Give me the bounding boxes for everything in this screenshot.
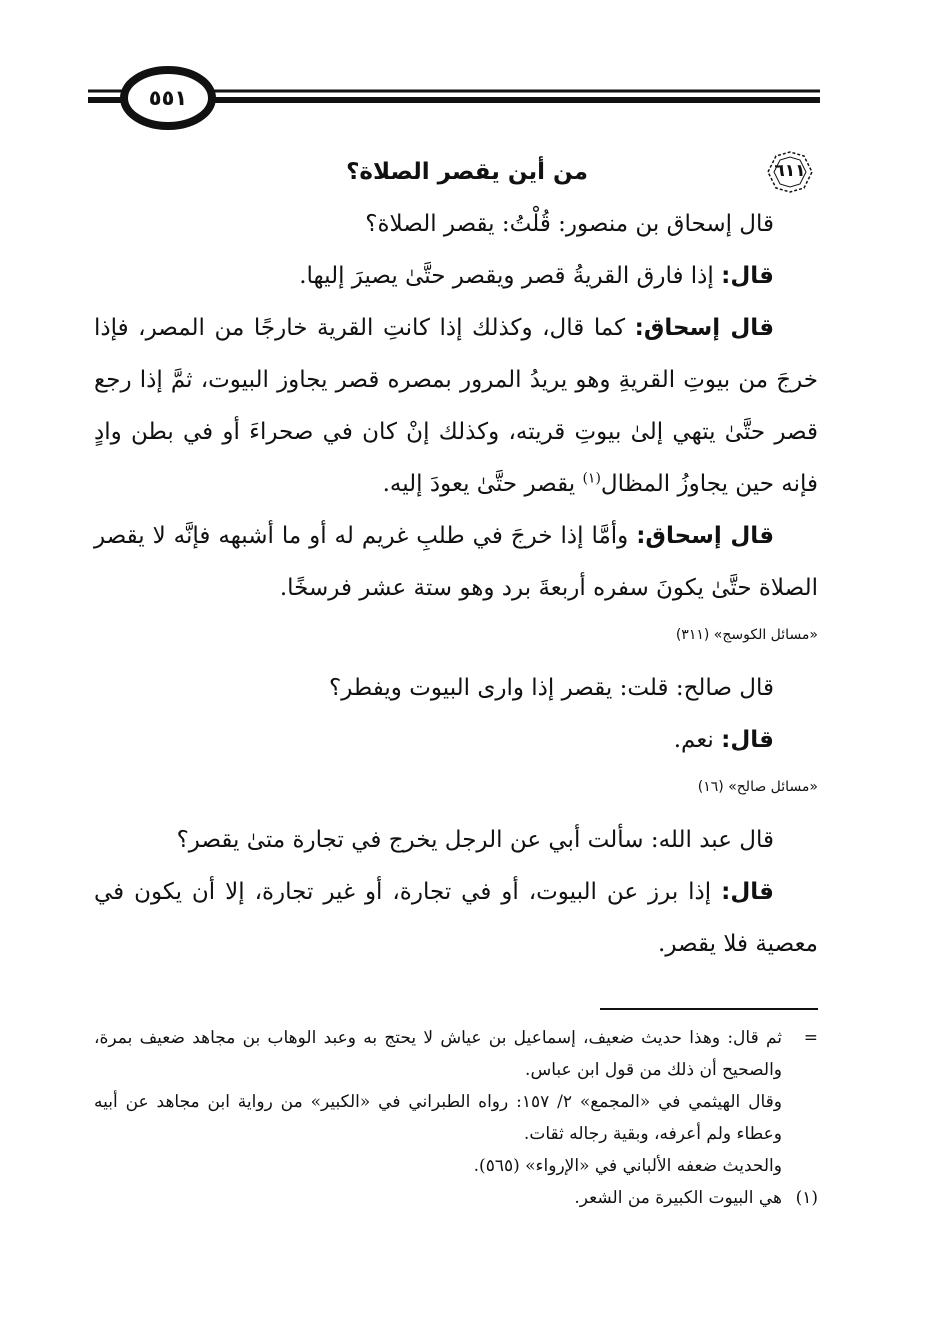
continuation-marker: = bbox=[803, 1028, 818, 1048]
speaker-label: قال إسحاق: bbox=[634, 315, 775, 341]
paragraph-text: إذا برز عن البيوت، أو في تجارة، أو غير تجارة، إلا أن يكون في معصية فلا يقصر. bbox=[94, 879, 818, 957]
paragraph-text: قال صالح: قلت: يقصر إذا وارى البيوت ويفطر؟ bbox=[329, 675, 774, 701]
speaker-label: قال: bbox=[721, 879, 774, 905]
section-number: ٦١١ bbox=[774, 161, 806, 181]
paragraph-answer bbox=[94, 250, 818, 302]
footnote-1 bbox=[94, 1182, 818, 1214]
main-text bbox=[94, 148, 818, 970]
paragraph-ishaq-1 bbox=[94, 302, 818, 510]
page-number: ٥٥١ bbox=[148, 86, 188, 110]
paragraph-question bbox=[94, 814, 818, 866]
paragraph-text: قال إسحاق بن منصور: قُلْتُ: يقصر الصلاة؟ bbox=[365, 211, 774, 237]
footnotes bbox=[94, 1008, 818, 1214]
paragraph-text: إذا فارق القريةُ قصر ويقصر حتَّىٰ يصيرَ إليها. bbox=[299, 263, 722, 289]
source-citation: «مسائل الكوسج» (٣١١) bbox=[675, 627, 818, 643]
section-heading bbox=[94, 148, 818, 198]
page-header bbox=[88, 66, 820, 130]
paragraph-text: كما قال، وكذلك إذا كانتِ القرية خارجًا من المصر، فإذا خرجَ من بيوتِ القريةِ وهو يريدُ المرور بمصره قصر يجاوز البيوت، ثمَّ إذا رجع قصر حتَّىٰ يتهي إلىٰ بيوتِ قريته، وكذلك إنْ كان في صحراءَ أو في بطن وادٍ فإنه حين يجاوزُ المظال bbox=[94, 315, 818, 497]
paragraph-ishaq-2 bbox=[94, 510, 818, 614]
speaker-label: قال: bbox=[721, 727, 774, 753]
paragraph-question bbox=[94, 198, 818, 250]
footnote-line: هي البيوت الكبيرة من الشعر. bbox=[574, 1188, 782, 1208]
paragraph-answer bbox=[94, 714, 818, 766]
footnote-reference: (١) bbox=[582, 470, 601, 487]
speaker-label: قال: bbox=[721, 263, 774, 289]
paragraph-answer bbox=[94, 866, 818, 970]
paragraph-text: يقصر حتَّىٰ يعودَ إليه. bbox=[382, 471, 583, 497]
footnote-line: ثم قال: وهذا حديث ضعيف، إسماعيل بن عياش لا يحتج به وعبد الوهاب بن مجاهد ضعيف بمرة، والصحيح أن ذلك من قول ابن عباس. bbox=[94, 1028, 782, 1080]
footnote-line: والحديث ضعفه الألباني في «الإرواء» (٥٦٥). bbox=[473, 1156, 782, 1176]
footnote-divider bbox=[600, 1008, 818, 1010]
section-title: من أين يقصر الصلاة؟ bbox=[346, 159, 588, 185]
footnote-continuation bbox=[94, 1022, 818, 1182]
paragraph-text: نعم. bbox=[673, 727, 722, 753]
paragraph-text: وأمَّا إذا خرجَ في طلبِ غريم له أو ما أشبهه فإنَّه لا يقصر الصلاة حتَّىٰ يكونَ سفره أربعةَ برد وهو ستة عشر فرسخًا. bbox=[94, 523, 818, 601]
section-number-badge bbox=[762, 150, 818, 194]
speaker-label: قال إسحاق: bbox=[636, 523, 775, 549]
footnote-line: وقال الهيثمي في «المجمع» ٢/ ١٥٧: رواه الطبراني في «الكبير» من رواية ابن مجاهد عن أبيه وعطاء ولم أعرفه، وبقية رجاله ثقات. bbox=[94, 1092, 782, 1144]
source-citation: «مسائل صالح» (١٦) bbox=[697, 779, 818, 795]
footnote-number: (١) bbox=[795, 1188, 818, 1208]
paragraph-text: قال عبد الله: سألت أبي عن الرجل يخرج في تجارة متىٰ يقصر؟ bbox=[176, 827, 774, 853]
footnote-body bbox=[94, 1182, 782, 1214]
footnote-body bbox=[94, 1022, 782, 1182]
paragraph-question bbox=[94, 662, 818, 714]
